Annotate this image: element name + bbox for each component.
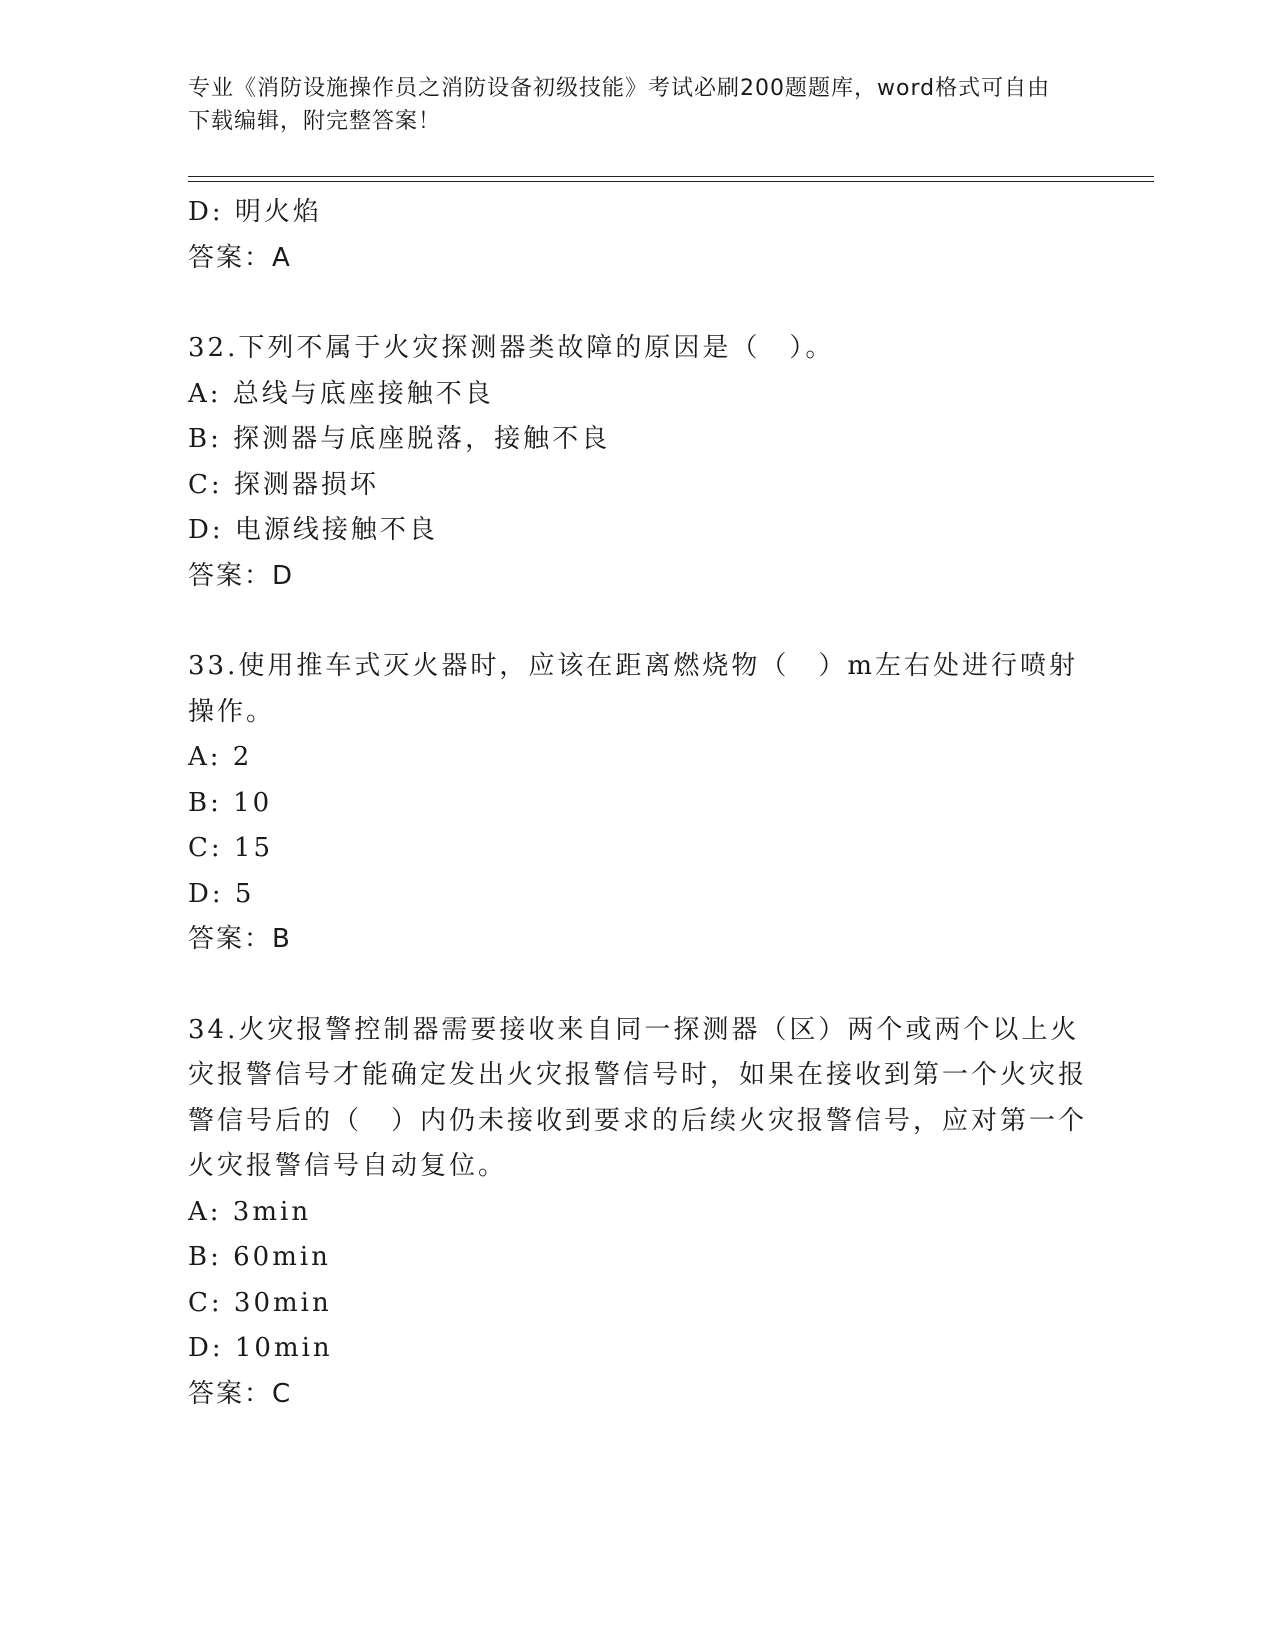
option-a: A: 3min: [188, 1196, 312, 1227]
option-d: D: 电源线接触不良: [188, 515, 438, 545]
option-b: B: 探测器与底座脱落，接触不良: [188, 424, 611, 454]
header-rule-top: [188, 176, 1154, 177]
option-d: D: 10min: [188, 1333, 333, 1363]
option-b: B: 60min: [188, 1242, 331, 1272]
answer: 答案：B: [188, 924, 292, 954]
header-rule-bottom: [188, 181, 1154, 182]
question-stem: 32.下列不属于火灾探测器类故障的原因是（ ）。: [188, 333, 835, 363]
question-content: [188, 190, 1088, 1417]
option-a: A: 总线与底座接触不良: [188, 378, 494, 409]
answer: 答案：D: [188, 560, 295, 591]
option-c: C: 15: [188, 833, 274, 863]
document-header: 专业《消防设施操作员之消防设备初级技能》考试必刷200题题库，word格式可自由下载编辑，附完整答案！: [188, 76, 1051, 134]
option-c: C: 30min: [188, 1287, 332, 1318]
option-d: D: 5: [188, 878, 255, 909]
option-d: D: 明火焰: [188, 197, 322, 227]
option-b: B: 10: [188, 787, 273, 818]
answer: 答案：A: [188, 242, 292, 273]
question-stem: 34.火灾报警控制器需要接收来自同一探测器（区）两个或两个以上火灾报警信号才能确定发出火灾报警信号时，如果在接收到第一个火灾报警信号后的（ ）内仍未接收到要求的后续火灾报警信号，应对第一个火灾报警信号自动复位。: [188, 1014, 1088, 1181]
option-a: A: 2: [188, 742, 253, 772]
answer: 答案：C: [188, 1378, 293, 1409]
option-c: C: 探测器损坏: [188, 469, 379, 500]
question-stem: 33.使用推车式灭火器时，应该在距离燃烧物（ ）m左右处进行喷射操作。: [188, 651, 1079, 727]
